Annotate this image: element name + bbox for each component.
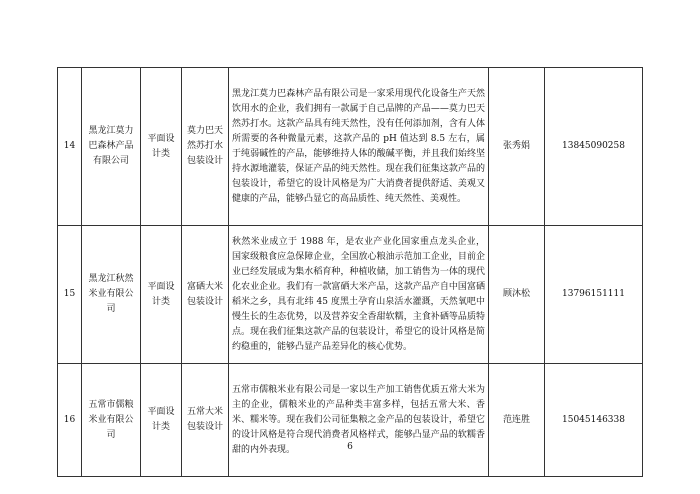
project-name: 五常大米包装设计 (182, 364, 229, 477)
contact-phone: 13845090258 (545, 68, 643, 226)
category: 平面设计类 (141, 68, 182, 226)
table-row (58, 364, 643, 477)
row-number: 14 (58, 68, 82, 226)
category: 平面设计类 (141, 364, 182, 477)
category: 平面设计类 (141, 226, 182, 364)
contact-phone: 13796151111 (545, 226, 643, 364)
company-name: 黑龙江莫力巴森林产品有限公司 (82, 68, 141, 226)
table-row (58, 68, 643, 226)
project-description: 秋然米业成立于 1988 年，是农业产业化国家重点龙头企业，国家级粮食应急保障企业，全国放心粮油示范加工企业，目前企业已经发展成为集水稻育种，种植收储，加工销售为一体的现代化农业企业。我们有一款富硒大米产品，这款产品产自中国富硒稻米之乡，具有北纬 45 度黑土孕育山泉活水灌溉，天然氧吧中慢生长的生态优势，以及营养安全香甜软糯，主食补硒等品质特点。现在我们征集这款产品的包装设计，希望它的设计风格是简约稳重的，能够凸显产品差异化的核心优势。 (229, 226, 489, 364)
contact-phone: 15045146338 (545, 364, 643, 477)
row-number: 15 (58, 226, 82, 364)
company-name: 五常市儒粮米业有限公司 (82, 364, 141, 477)
project-name: 富硒大米包装设计 (182, 226, 229, 364)
project-name: 莫力巴天然苏打水包装设计 (182, 68, 229, 226)
project-description: 黑龙江莫力巴森林产品有限公司是一家采用现代化设备生产天然饮用水的企业，我们拥有一款属于自己品牌的产品——莫力巴天然苏打水。这款产品具有纯天然性，没有任何添加剂，含有人体所需要的各种微量元素，这款产品的 pH 值达到 8.5 左右，属于纯弱碱性的产品，能够维持人体的酸碱平衡，并且我们始终坚持水源地灌装，保证产品的纯天然性。现在我们征集这款产品的包装设计，希望它的设计风格是为广大消费者提供舒适、美观又健康的产品，能够凸显它的高品质性、纯天然性、美观性。 (229, 68, 489, 226)
enterprise-table (57, 67, 643, 477)
page-number: 6 (347, 442, 353, 452)
row-number: 16 (58, 364, 82, 477)
company-name: 黑龙江秋然米业有限公司 (82, 226, 141, 364)
table-row (58, 226, 643, 364)
contact-person: 范连胜 (489, 364, 545, 477)
contact-person: 张秀娟 (489, 68, 545, 226)
contact-person: 顾沐松 (489, 226, 545, 364)
project-description: 五常市儒粮米业有限公司是一家以生产加工销售优质五常大米为主的企业，儒粮米业的产品种类丰富多样，包括五常大米、香米、糯米等。现在我们公司征集粮之金产品的包装设计，希望它的设计风格是符合现代消费者风格样式，能够凸显产品的软糯香甜的内外表现。 (229, 364, 489, 477)
